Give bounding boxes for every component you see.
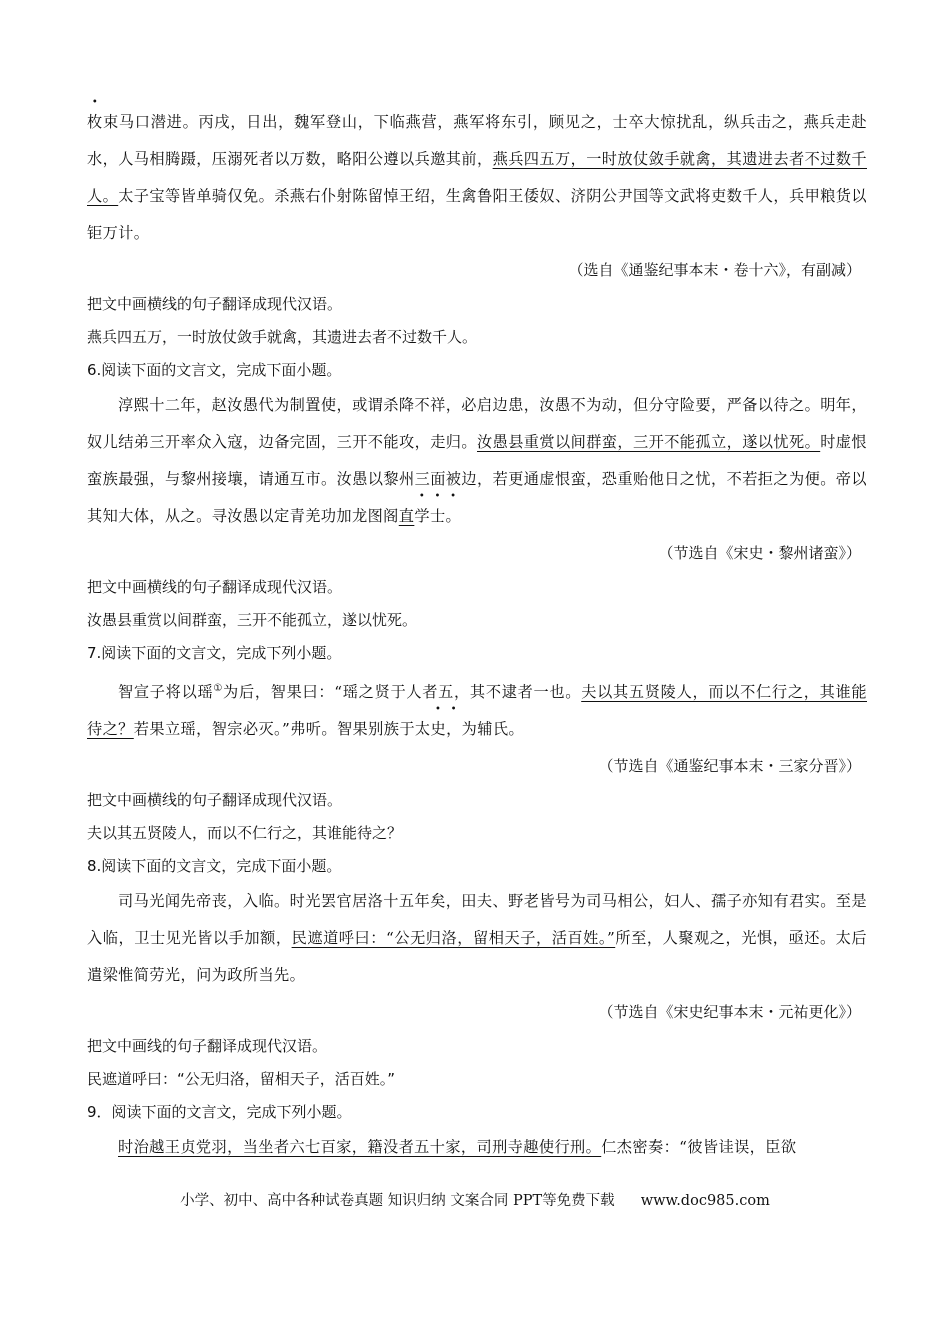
- q5-passage-text-a: 束马口潜进。丙戌，日出，魏军登山，下临燕营，燕军将东引，顾见之，士卒大惊扰乱，纵兵击之，燕兵走赴水，人马相腾蹑，压溺死者以万数，略阳公遵以兵邀其前，: [87, 113, 868, 168]
- q8-passage-text-a: 司马光闻先帝丧，入临。时光罢官居洛十五年矣，田夫、野老皆号为司马相公，妇人、孺子亦知有君实。至是入临，卫士见光皆以手加额，: [87, 892, 867, 948]
- q7-passage-text-a: 智宣子将以瑶: [118, 683, 214, 702]
- q6-passage-text-b: 时虚恨蛮族最强，与黎州接壤，请通互市。汝愚以黎州三面被边，若更通虚恨蛮，恐重贻他日之忧，不若拒之为便。帝以其知大体，从之。寻汝愚以定青羌功加龙图阁: [87, 433, 867, 525]
- q7-underlined-sentence: 夫以其五贤陵人，而以不仁行之，其谁能待之？: [87, 683, 867, 739]
- q7-passage: [87, 670, 867, 748]
- q9-underlined-sentence: 时治越王贞党羽，当坐者六七百家，籍没者五十家，司刑寺趣使行刑。: [118, 1138, 602, 1157]
- q8-sentence: 民遮道呼曰：“公无归洛，留相天子，活百姓。”: [87, 1070, 396, 1089]
- q7-passage-text-d: ，为辅氏。: [446, 720, 525, 739]
- q8-title: 8.阅读下面的文言文，完成下面小题。: [87, 857, 342, 876]
- emphasis-dot-char: 直: [398, 507, 415, 525]
- emphasis-dot-char: 太: [414, 720, 431, 739]
- q7-sentence: 夫以其五贤陵人，而以不仁行之，其谁能待之？: [87, 824, 403, 843]
- q5-passage-text-b: 太子宝等皆单骑仅免。杀燕右仆射陈留悼王绍，生禽鲁阳王倭奴、济阴公尹国等文武将吏数千人，兵甲粮货以钜万计。: [87, 187, 867, 242]
- page-footer: [0, 1189, 950, 1213]
- q6-passage-text-a: 淳熙十二年，赵汝愚代为制置使，或谓杀降不祥，必启边患，汝愚不为动，但分守险要，严备以待之。明年，奴儿结弟三开率众入寇，边备完固，三开不能攻，走归。: [87, 396, 867, 451]
- q5-instruction: 把文中画横线的句子翻译成现代汉语。: [87, 295, 343, 313]
- emphasis-dot-char: 史: [430, 720, 447, 739]
- q6-instruction: 把文中画横线的句子翻译成现代汉语。: [87, 578, 343, 596]
- emphasis-dot-char: 士: [429, 507, 446, 525]
- q9-title: 9．阅读下面的文言文，完成下列小题。: [87, 1103, 352, 1122]
- q7-passage-text-b: 为后，智果曰：“瑶之贤于人者五，其不逮者一也。: [223, 683, 582, 702]
- q9-passage-text-a: 仁杰密奏：“彼皆诖误，臣欲: [601, 1138, 797, 1157]
- q8-passage: [87, 883, 867, 994]
- q5-source: （选自《通鉴纪事本末・卷十六》，有副减）: [568, 261, 861, 279]
- q7-passage-text-c: 若果立瑶，智宗必灭。”弗听。智果别族于: [133, 720, 415, 739]
- q8-source: （节选自《宋史纪事本末・元祐更化》）: [598, 1003, 861, 1022]
- q7-source: （节选自《通鉴纪事本末・三家分晋》）: [598, 757, 861, 776]
- q6-underlined-sentence: 汝愚县重赏以间群蛮，三开不能孤立，遂以忧死。: [477, 433, 821, 451]
- document-content: [87, 104, 867, 1166]
- q7-title: 7.阅读下面的文言文，完成下列小题。: [87, 644, 342, 662]
- q7-instruction: 把文中画横线的句子翻译成现代汉语。: [87, 791, 343, 810]
- footnote-mark: ①: [213, 683, 224, 694]
- q8-underlined-sentence: 民遮道呼曰：“公无归洛，留相天子，活百姓。”: [291, 929, 616, 948]
- q9-passage: [87, 1129, 867, 1166]
- emphasis-dot-char: 枚: [87, 113, 103, 131]
- q8-instruction: 把文中画线的句子翻译成现代汉语。: [87, 1037, 328, 1056]
- emphasis-dot-char: 学: [414, 507, 430, 525]
- q6-title: 6.阅读下面的文言文，完成下面小题。: [87, 361, 342, 379]
- q8-passage-text-b: 所至，人聚观之，光惧，亟还。太后遣梁惟简劳光，问为政所当先。: [87, 929, 868, 985]
- footer-text: 小学、初中、高中各种试卷真题 知识归纳 文案合同 PPT等免费下载: [180, 1193, 615, 1209]
- q5-sentence: 燕兵四五万，一时放仗敛手就禽，其遗进去者不过数千人。: [87, 328, 478, 346]
- footer-link[interactable]: www.doc985.com: [640, 1193, 770, 1209]
- q6-passage-end: 。: [445, 507, 462, 525]
- q5-passage: [87, 104, 867, 252]
- q5-underlined-sentence: 燕兵四五万，一时放仗敛手就禽，其遗进去者不过数千人。: [87, 150, 867, 205]
- q6-passage: [87, 387, 867, 535]
- q6-sentence: 汝愚县重赏以间群蛮，三开不能孤立，遂以忧死。: [87, 611, 418, 629]
- q6-source: （节选自《宋史・黎州诸蛮》）: [658, 544, 861, 562]
